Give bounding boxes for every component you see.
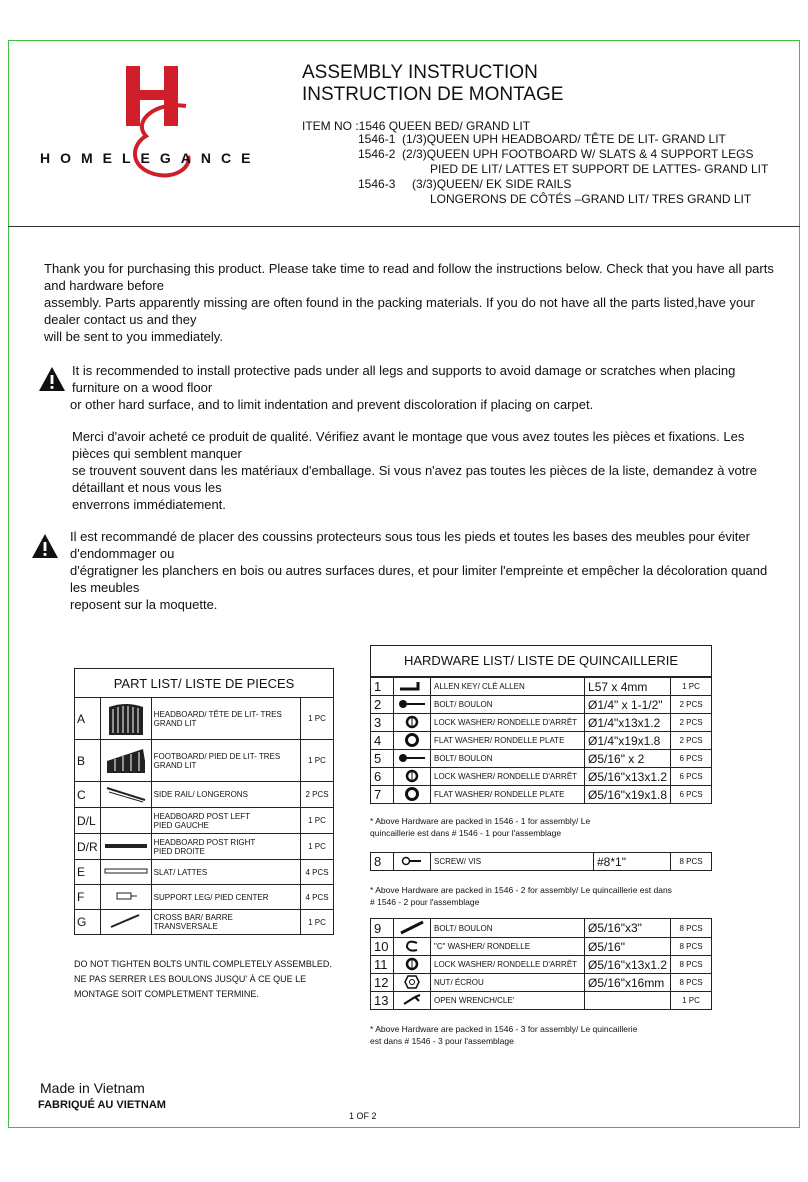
hardware-number: 8 [371, 853, 394, 871]
hardware-number: 12 [371, 974, 394, 992]
hardware-size: Ø5/16"x3" [585, 919, 671, 938]
hardware-note-2: * Above Hardware are packed in 1546 - 2 for assembly/ Le quincaillerie est dans # 1546 - 2 pour l'assemblage [370, 885, 672, 907]
hardware-number: 11 [371, 956, 394, 974]
support-leg-icon [100, 885, 151, 910]
hardware-number: 7 [371, 786, 394, 804]
screw-icon [394, 853, 431, 871]
item-line-1: ITEM NO :1546 QUEEN BED/ GRAND LIT [302, 119, 531, 133]
hardware-quantity: 2 PCS [671, 732, 712, 750]
hardware-description: FLAT WASHER/ RONDELLE PLATE [431, 786, 585, 804]
table-row: E SLAT/ LATTES 4 PCS [75, 860, 334, 885]
side-rail-icon [100, 782, 151, 808]
hardware-description: ALLEN KEY/ CLÉ ALLEN [431, 678, 585, 696]
hardware-size: Ø5/16" [585, 938, 671, 956]
page-number: 1 OF 2 [349, 1111, 377, 1121]
hardware-description: "C" WASHER/ RONDELLE [431, 938, 585, 956]
lock-washer-icon [394, 768, 431, 786]
table-row [371, 750, 712, 768]
warning-fr: Il est recommandé de placer des coussins protecteurs sous tous les pieds et toutes les bases des meubles pour éviter d'endommager ou d'égratigner les planchers en bois ou autres surfaces dures, et pour limiter l'empreinte et empêcher la décoloration quand les meubles reposent sur la moquette. [70, 529, 768, 612]
hardware-description: OPEN WRENCH/CLE' [431, 992, 585, 1010]
bolt-icon [394, 750, 431, 768]
hardware-description: LOCK WASHER/ RONDELLE D'ARRÊT [431, 714, 585, 732]
hardware-quantity: 8 PCS [671, 956, 712, 974]
item-line-6: LONGERONS DE CÔTÉS –GRAND LIT/ TRES GRAND LIT [430, 192, 752, 206]
hardware-size: Ø5/16"x19x1.8 [585, 786, 671, 804]
hardware-quantity: 8 PCS [671, 938, 712, 956]
long-bolt-icon [394, 919, 431, 938]
hardware-size: Ø5/16"x13x1.2 [585, 768, 671, 786]
wrench-icon [394, 992, 431, 1010]
made-in-fr: FABRIQUÉ AU VIETNAM [38, 1099, 166, 1111]
hardware-table-2 [370, 852, 712, 871]
warning-en: It is recommended to install protective pads under all legs and supports to avoid damage or scratches when placing furniture on a wood floor or other hard surface, and to limit indentation and prevent discoloration if placing on carpet. [70, 363, 736, 412]
hardware-table-3 [370, 918, 712, 1010]
hardware-description: SCREW/ VIS [431, 853, 594, 871]
hardware-table-1 [370, 677, 712, 804]
table-row: F SUPPORT LEG/ PIED CENTER 4 PCS [75, 885, 334, 910]
item-line-2: 1546-1 (1/3)QUEEN UPH HEADBOARD/ TÊTE DE LIT- GRAND LIT [358, 132, 726, 146]
item-line-5: 1546-3 (3/3)QUEEN/ EK SIDE RAILS [358, 177, 572, 191]
hardware-quantity: 8 PCS [671, 974, 712, 992]
hardware-number: 10 [371, 938, 394, 956]
brand-logo [36, 66, 286, 186]
tighten-note: DO NOT TIGHTEN BOLTS UNTIL COMPLETELY ASSEMBLED. NE PAS SERRER LES BOULONS JUSQU' À CE QUE LE MONTAGE SOIT COMPLETMENT TERMINE. [74, 959, 332, 999]
hardware-size: L57 x 4mm [585, 678, 671, 696]
homelegance-logo-icon [36, 66, 286, 186]
slat-icon [100, 860, 151, 885]
hardware-description: BOLT/ BOULON [431, 919, 585, 938]
hardware-size [585, 992, 671, 1010]
nut-icon [394, 974, 431, 992]
hardware-number: 3 [371, 714, 394, 732]
made-in-en: Made in Vietnam [40, 1080, 145, 1096]
post-icon [100, 834, 151, 860]
table-row: G CROSS BAR/ BARRE TRANSVERSALE 1 PC [75, 910, 334, 935]
hardware-size: Ø5/16" x 2 [585, 750, 671, 768]
flat-washer-icon [394, 786, 431, 804]
table-row [371, 732, 712, 750]
table-row [371, 786, 712, 804]
title-en: ASSEMBLY INSTRUCTION [302, 62, 538, 83]
item-line-3: 1546-2 (2/3)QUEEN UPH FOOTBOARD W/ SLATS & 4 SUPPORT LEGS [358, 147, 754, 161]
hardware-size: Ø5/16"x16mm [585, 974, 671, 992]
hardware-description: NUT/ ÉCROU [431, 974, 585, 992]
hardware-quantity: 6 PCS [671, 768, 712, 786]
hardware-size: #8*1" [594, 853, 671, 871]
hardware-number: 9 [371, 919, 394, 938]
hardware-number: 2 [371, 696, 394, 714]
intro-en: Thank you for purchasing this product. Please take time to read and follow the instructions below. Check that you have all parts and hardware before assembly. Parts apparently missing are often found in the packing materials. If you do not have all the parts listed,have your dealer contact us and they will be sent to you immediately. [44, 261, 774, 344]
warning-icon [38, 366, 66, 392]
hardware-description: LOCK WASHER/ RONDELLE D'ARRÊT [431, 768, 585, 786]
warning-icon-fr [31, 533, 59, 559]
hardware-number: 5 [371, 750, 394, 768]
footboard-icon [100, 740, 151, 782]
hardware-note-1: * Above Hardware are packed in 1546 - 1 for assembly/ Le quincaillerie est dans # 1546 - 1 pour l'assemblage [370, 816, 591, 838]
table-row [371, 696, 712, 714]
intro-fr: Merci d'avoir acheté ce produit de qualité. Vérifiez avant le montage que vous avez toutes les pièces et fixations. Les pièces qui semblent manquer se trouvent souvent dans les matériaux d'emballage. Si vous n'avez pas toutes les pièces de la liste, demandez à votre détaillant et nous vous les enverrons immédiatement. [72, 429, 757, 512]
hardware-number: 4 [371, 732, 394, 750]
table-row [371, 919, 712, 938]
table-row: C SIDE RAIL/ LONGERONS 2 PCS [75, 782, 334, 808]
lock-washer-icon [394, 956, 431, 974]
table-row [371, 956, 712, 974]
table-row [371, 768, 712, 786]
hardware-description: FLAT WASHER/ RONDELLE PLATE [431, 732, 585, 750]
hardware-quantity: 1 PC [671, 992, 712, 1010]
table-row [371, 853, 712, 871]
item-line-4: PIED DE LIT/ LATTES ET SUPPORT DE LATTES- GRAND LIT [430, 162, 769, 176]
bolt-icon [394, 696, 431, 714]
hardware-quantity: 8 PCS [671, 853, 712, 871]
hardware-size: Ø5/16"x13x1.2 [585, 956, 671, 974]
headboard-icon [100, 698, 151, 740]
table-row: A HEADBOARD/ TÊTE DE LIT- TRES GRAND LIT 1 PC [75, 698, 334, 740]
header-divider [8, 226, 800, 227]
table-row: D/R HEADBOARD POST RIGHT PIED DROITE 1 PC [75, 834, 334, 860]
table-row: D/L HEADBOARD POST LEFT PIED GAUCHE 1 PC [75, 808, 334, 834]
hardware-quantity: 1 PC [671, 678, 712, 696]
part-list-title: PART LIST/ LISTE DE PIECES [75, 669, 334, 698]
hardware-number: 13 [371, 992, 394, 1010]
c-washer-icon [394, 938, 431, 956]
table-row [371, 992, 712, 1010]
table-row [371, 938, 712, 956]
hardware-size: Ø1/4"x19x1.8 [585, 732, 671, 750]
hardware-size: Ø1/4" x 1-1/2" [585, 696, 671, 714]
table-row [371, 678, 712, 696]
lock-washer-icon [394, 714, 431, 732]
title-fr: INSTRUCTION DE MONTAGE [302, 84, 564, 105]
hardware-size: Ø1/4"x13x1.2 [585, 714, 671, 732]
table-row [371, 974, 712, 992]
hardware-description: BOLT/ BOULON [431, 696, 585, 714]
hardware-description: BOLT/ BOULON [431, 750, 585, 768]
part-list-table [74, 668, 334, 935]
hardware-quantity: 6 PCS [671, 750, 712, 768]
hardware-quantity: 2 PCS [671, 696, 712, 714]
hardware-note-3: * Above Hardware are packed in 1546 - 3 for assembly/ Le quincaillerie est dans # 1546 - 3 pour l'assemblage [370, 1024, 638, 1046]
allen-key-icon [394, 678, 431, 696]
brand-name: HOMELEGANCE [40, 150, 261, 166]
hardware-title-box: HARDWARE LIST/ LISTE DE QUINCAILLERIE [370, 645, 712, 677]
table-row: B FOOTBOARD/ PIED DE LIT- TRES GRAND LIT 1 PC [75, 740, 334, 782]
table-row [371, 714, 712, 732]
hardware-number: 1 [371, 678, 394, 696]
hardware-number: 6 [371, 768, 394, 786]
hardware-quantity: 2 PCS [671, 714, 712, 732]
flat-washer-icon [394, 732, 431, 750]
cross-bar-icon [100, 910, 151, 935]
hardware-quantity: 6 PCS [671, 786, 712, 804]
hardware-description: LOCK WASHER/ RONDELLE D'ARRÊT [431, 956, 585, 974]
hardware-quantity: 8 PCS [671, 919, 712, 938]
